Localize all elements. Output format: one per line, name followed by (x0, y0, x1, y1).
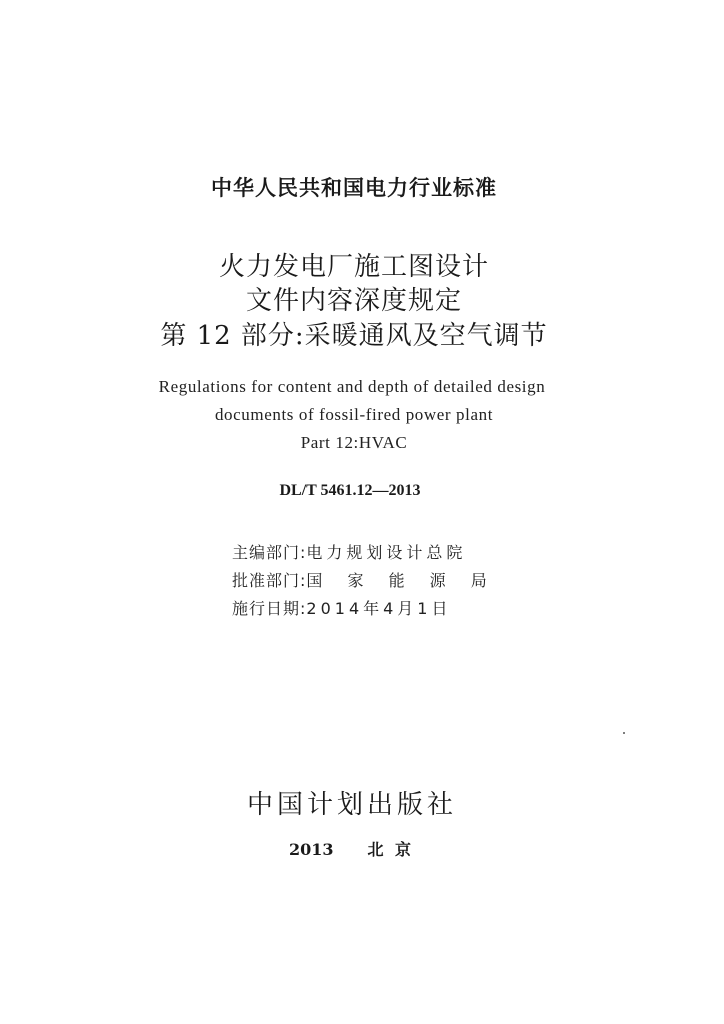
editor-value: 电力规划设计总院 (306, 542, 467, 562)
approver-label: 批准部门: (232, 570, 307, 590)
editor-label: 主编部门: (232, 542, 307, 562)
approver-row (232, 565, 497, 593)
en-title-line-1: Regulations for content and depth of detailed design (158, 377, 546, 396)
en-title-line-2: documents of fossil-fired power plant (214, 405, 494, 424)
publication-year-city (0, 842, 712, 858)
effective-date-label: 施行日期: (232, 598, 307, 618)
publication-year: 2013 (288, 840, 334, 859)
cn-title-line-1: 火力发电厂施工图设计 (218, 252, 489, 282)
cn-title-line-2: 文件内容深度规定 (245, 286, 462, 316)
publication-city: 北 京 (367, 840, 412, 859)
approver-value: 国 家 能 源 局 (306, 570, 497, 590)
cn-title-line-3: 第 12 部分:采暖通风及空气调节 (160, 321, 548, 351)
publisher-name: 中国计划出版社 (246, 790, 457, 820)
editor-row (232, 537, 497, 565)
effective-date-row (232, 593, 497, 621)
scan-speck (623, 732, 625, 734)
standard-number: DL/T 5461.12—2013 (279, 482, 421, 499)
issuing-info (232, 537, 497, 621)
en-title-line-3: Part 12:HVAC (300, 433, 408, 452)
effective-date-value: 2014年4月1日 (306, 598, 452, 618)
standard-category: 中华人民共和国电力行业标准 (211, 176, 497, 200)
